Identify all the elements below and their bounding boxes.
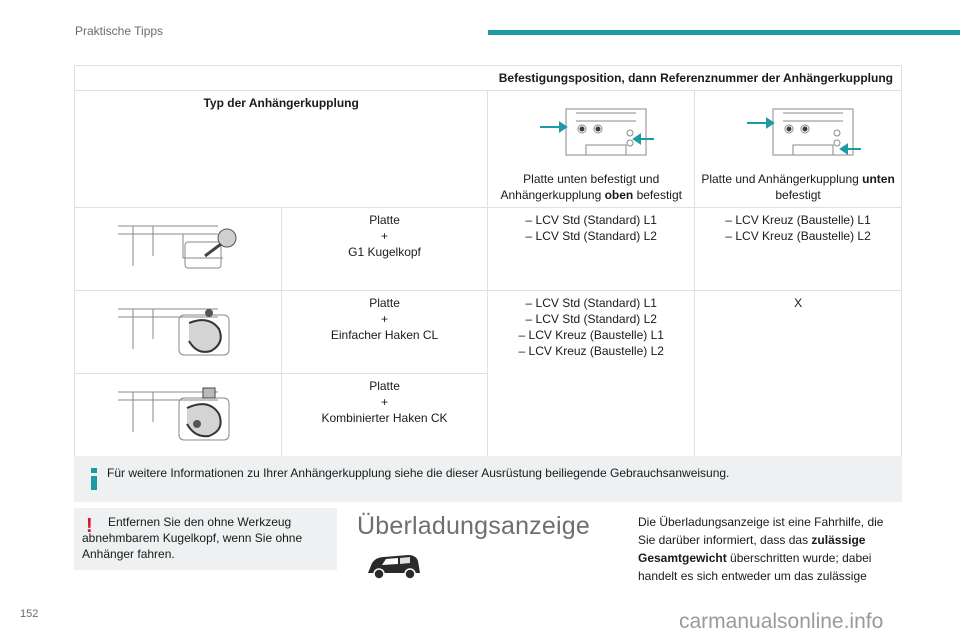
page-number: 152: [20, 608, 39, 620]
vehicle-item: – LCV Kreuz (Baustelle) L1: [725, 213, 871, 227]
overload-text-bold: zulässige Gesamtgewicht: [638, 533, 866, 565]
hitch-type-line: Platte: [369, 379, 400, 393]
position-cell-top: [488, 91, 695, 208]
mounting-bottom-illustration: [733, 99, 863, 165]
section-header: Praktische Tipps: [75, 24, 164, 38]
hitch-type-line: Platte: [369, 296, 400, 310]
hitch-image-cell: [75, 374, 282, 457]
overload-text-end: überschritten wurde; dabei handelt es sich entweder um das zulässige: [638, 551, 872, 583]
hitch-image-cell: [75, 208, 282, 291]
not-available-cell: X: [695, 291, 902, 457]
header-accent-bar: [488, 30, 960, 35]
mounting-top-illustration: [526, 99, 656, 165]
hitch-type-line: Einfacher Haken CL: [330, 328, 439, 342]
position-cell-bottom: [695, 91, 902, 208]
ball-hitch-illustration: [113, 216, 243, 276]
hitch-type-line: +: [381, 395, 389, 409]
vehicle-list-cell: [695, 208, 902, 291]
hitch-type-cell: [281, 208, 488, 291]
van-icon: [364, 551, 422, 581]
simple-hook-illustration: [113, 299, 243, 363]
hitch-table: [74, 65, 902, 457]
position-caption-top-bold: oben: [604, 188, 634, 202]
warning-icon: !: [86, 515, 93, 537]
vehicle-item: – LCV Std (Standard) L2: [525, 312, 657, 326]
hitch-type-line: +: [381, 312, 389, 326]
hitch-type-cell: [281, 374, 488, 457]
combined-hook-illustration: [113, 382, 243, 446]
vehicle-item: – LCV Kreuz (Baustelle) L2: [725, 229, 871, 243]
warning-text: Entfernen Sie den ohne Werkzeug abnehmbarem Kugelkopf, wenn Sie ohne Anhänger fahren.: [82, 515, 303, 561]
vehicle-item: – LCV Std (Standard) L1: [525, 213, 657, 227]
vehicle-list-cell: [488, 291, 695, 457]
section-title: Überladungsanzeige: [357, 512, 590, 540]
warning-box: [74, 508, 337, 570]
position-caption-bottom: Platte und Anhängerkupplung: [701, 172, 863, 186]
vehicle-list-cell: [488, 208, 695, 291]
position-caption-top: Platte unten befestigt und Anhängerkupplung: [500, 172, 660, 202]
vehicle-item: – LCV Kreuz (Baustelle) L2: [518, 344, 664, 358]
row-header: Typ der Anhängerkupplung: [75, 91, 488, 208]
column-header: Befestigungsposition, dann Referenznummer der Anhängerkupplung: [75, 66, 902, 91]
position-caption-bottom-end: befestigt: [775, 188, 821, 202]
vehicle-item: – LCV Kreuz (Baustelle) L1: [518, 328, 664, 342]
hitch-type-line: Kombinierter Haken CK: [321, 411, 448, 425]
position-caption-bottom-bold: unten: [862, 172, 895, 186]
info-text: Für weitere Informationen zu Ihrer Anhängerkupplung siehe die dieser Ausrüstung beiliegende Gebrauchsanweisung.: [107, 466, 730, 480]
hitch-type-line: G1 Kugelkopf: [348, 245, 421, 259]
info-icon: [90, 468, 98, 490]
hitch-image-cell: [75, 291, 282, 374]
overload-description: [638, 513, 903, 585]
hitch-type-line: +: [381, 229, 389, 243]
watermark: carmanualsonline.info: [679, 610, 884, 633]
position-caption-top-end: befestigt: [633, 188, 682, 202]
info-box: [74, 456, 902, 502]
vehicle-item: – LCV Std (Standard) L2: [525, 229, 657, 243]
hitch-type-line: Platte: [369, 213, 400, 227]
hitch-type-cell: [281, 291, 488, 374]
vehicle-item: – LCV Std (Standard) L1: [525, 296, 657, 310]
overload-text: Die Überladungsanzeige ist eine Fahrhilfe, die Sie darüber informiert, dass das: [638, 515, 884, 547]
